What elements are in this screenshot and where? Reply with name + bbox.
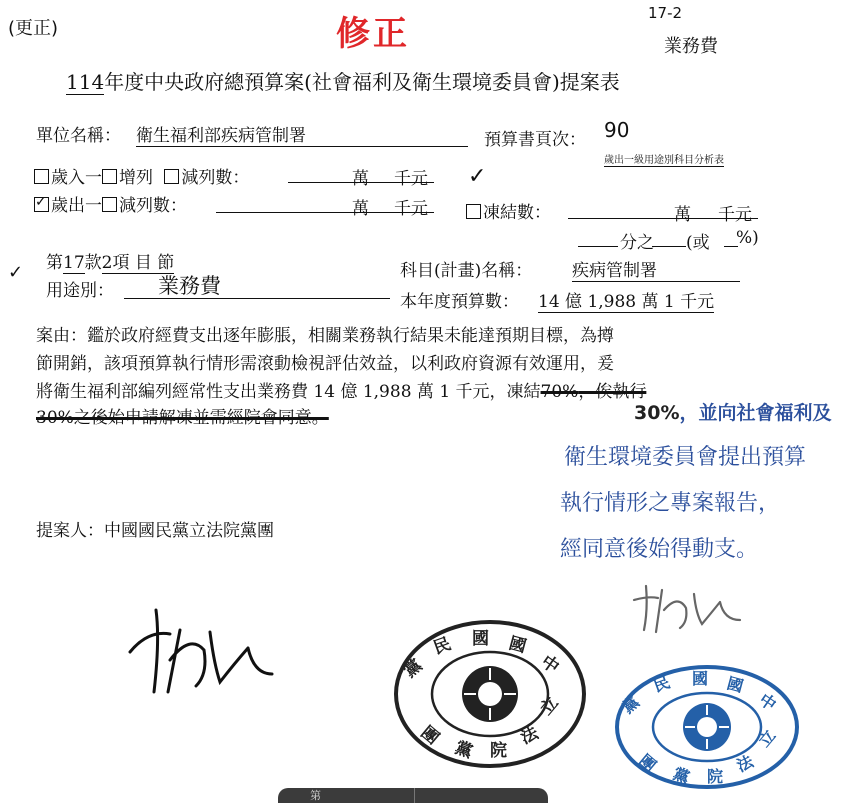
svg-text:中: 中 bbox=[537, 651, 563, 678]
expense-checkbox[interactable] bbox=[34, 197, 49, 212]
svg-text:黨: 黨 bbox=[670, 763, 693, 788]
decrease-checkbox[interactable] bbox=[164, 169, 179, 184]
handwritten-category: 業務費 bbox=[664, 36, 718, 57]
item-value: 疾病管制署 bbox=[572, 256, 740, 282]
handwritten-amendment-1: 30%，並向社會福利及 bbox=[634, 402, 832, 424]
title-text: 年度中央政府總預算案(社會福利及衛生環境委員會)提案表 bbox=[104, 70, 620, 94]
freeze-kyuan: 千元 bbox=[718, 205, 752, 225]
svg-text:黨: 黨 bbox=[618, 692, 643, 718]
decrease-label: 減列數： bbox=[181, 168, 250, 188]
revenue-kyuan: 千元 bbox=[394, 169, 428, 189]
title-year: 114 bbox=[66, 70, 105, 94]
svg-text:立: 立 bbox=[536, 693, 563, 720]
handwritten-percent: 30% bbox=[634, 402, 680, 424]
section-number: 17 bbox=[63, 253, 85, 273]
svg-text:法: 法 bbox=[733, 751, 757, 776]
party-caucus-seal-black bbox=[392, 618, 588, 770]
budget-value: 14 億 1,988 萬 1 千元 bbox=[538, 287, 714, 313]
correction-stamp-title: 修正 bbox=[336, 14, 410, 54]
page-note: 歲出一級用途別科目分析表 bbox=[604, 151, 724, 167]
signature-black bbox=[110, 590, 290, 700]
viewer-bottom-label: 第 bbox=[310, 789, 321, 802]
proposer-row bbox=[36, 516, 274, 541]
struck-percent: 70% bbox=[540, 382, 579, 402]
increase-label: 增列 bbox=[119, 168, 153, 188]
check-mark: ✓ bbox=[468, 164, 487, 189]
revenue-label: 歲入一 bbox=[51, 168, 102, 188]
struck-text: ，俟執行 bbox=[578, 382, 647, 402]
section-check-mark: ✓ bbox=[8, 262, 24, 283]
handwritten-amendment-3: 執行情形之專案報告， bbox=[560, 491, 781, 516]
freeze-checkbox[interactable] bbox=[466, 204, 481, 219]
expense-kyuan: 千元 bbox=[394, 199, 428, 219]
handwritten-correction-note: (更正) bbox=[8, 18, 59, 39]
freeze-row bbox=[466, 198, 551, 223]
revenue-row bbox=[34, 163, 249, 188]
freeze-label: 凍結數： bbox=[483, 203, 551, 223]
svg-text:團: 團 bbox=[416, 722, 443, 749]
svg-text:國: 國 bbox=[724, 673, 746, 697]
increase-checkbox[interactable] bbox=[102, 169, 117, 184]
svg-text:團: 團 bbox=[635, 750, 660, 776]
svg-text:院: 院 bbox=[490, 741, 507, 761]
expense-decrease-label: 減列數： bbox=[119, 196, 187, 216]
signature-gray bbox=[624, 580, 754, 640]
expense-label: 歲出一 bbox=[51, 196, 102, 216]
viewer-bottom-bar[interactable] bbox=[278, 788, 548, 803]
page-value: 90 bbox=[604, 118, 630, 142]
item-label: 科目(計畫)名稱： bbox=[400, 261, 533, 281]
section-row: 第17款2項 目 節 bbox=[46, 253, 175, 273]
revenue-checkbox[interactable] bbox=[34, 169, 49, 184]
percent-label: (或 bbox=[686, 233, 710, 253]
expense-wan: 萬 bbox=[352, 199, 369, 219]
fraction-denominator-line bbox=[652, 246, 686, 247]
reason-line-2: 節開銷，該項預算執行情形需滾動檢視評估效益，以利政府資源有效運用，爰 bbox=[36, 354, 614, 374]
svg-text:國: 國 bbox=[692, 669, 709, 688]
revenue-wan: 萬 bbox=[352, 169, 369, 189]
freeze-wan: 萬 bbox=[674, 205, 691, 225]
svg-text:民: 民 bbox=[650, 672, 673, 696]
fraction-numerator-line bbox=[578, 246, 618, 247]
svg-text:立: 立 bbox=[754, 726, 780, 751]
percent-unit: %) bbox=[736, 228, 759, 248]
item-number: 2 bbox=[101, 253, 113, 273]
proposer-value: 中國國民黨立法院黨團 bbox=[104, 521, 274, 541]
svg-text:法: 法 bbox=[517, 723, 542, 749]
svg-text:民: 民 bbox=[430, 634, 454, 659]
svg-text:黨: 黨 bbox=[400, 655, 427, 682]
section-items: 項 目 節 bbox=[112, 253, 175, 273]
page-label: 預算書頁次： bbox=[484, 130, 586, 150]
reason-line-3: 將衛生福利部編列經常性支出業務費 14 億 1,988 萬 1 千元，凍結70%，俟執行 bbox=[36, 382, 647, 402]
reason-line-4-struck: 30%之後始申請解凍並需經院會同意。 bbox=[36, 408, 329, 428]
svg-text:黨: 黨 bbox=[452, 737, 476, 763]
svg-text:中: 中 bbox=[755, 689, 780, 715]
expense-decrease-checkbox[interactable] bbox=[102, 197, 117, 212]
viewer-bar-divider bbox=[414, 788, 415, 803]
unit-label: 單位名稱： bbox=[36, 126, 121, 146]
handwritten-ref-number: 17-2 bbox=[648, 4, 683, 22]
party-caucus-seal-blue bbox=[612, 662, 802, 792]
svg-text:國: 國 bbox=[472, 629, 489, 649]
handwritten-amendment-2: 衛生環境委員會提出預算 bbox=[564, 445, 807, 470]
expense-row bbox=[34, 191, 187, 216]
purpose-label: 用途別： bbox=[46, 281, 114, 301]
page-title bbox=[66, 66, 620, 95]
budget-label: 本年度預算數： bbox=[400, 292, 519, 312]
unit-value: 衛生福利部疾病管制署 bbox=[136, 121, 468, 147]
fraction-label: 分之 bbox=[620, 233, 654, 253]
svg-text:國: 國 bbox=[506, 633, 529, 658]
svg-text:院: 院 bbox=[707, 767, 724, 786]
proposer-label: 提案人： bbox=[36, 521, 104, 541]
reason-line-1: 案由：鑑於政府經費支出逐年膨脹，相關業務執行結果未能達預期目標，為撙 bbox=[36, 326, 614, 346]
handwritten-amendment-4: 經同意後始得動支。 bbox=[560, 537, 759, 562]
purpose-value: 業務費 bbox=[158, 274, 221, 298]
